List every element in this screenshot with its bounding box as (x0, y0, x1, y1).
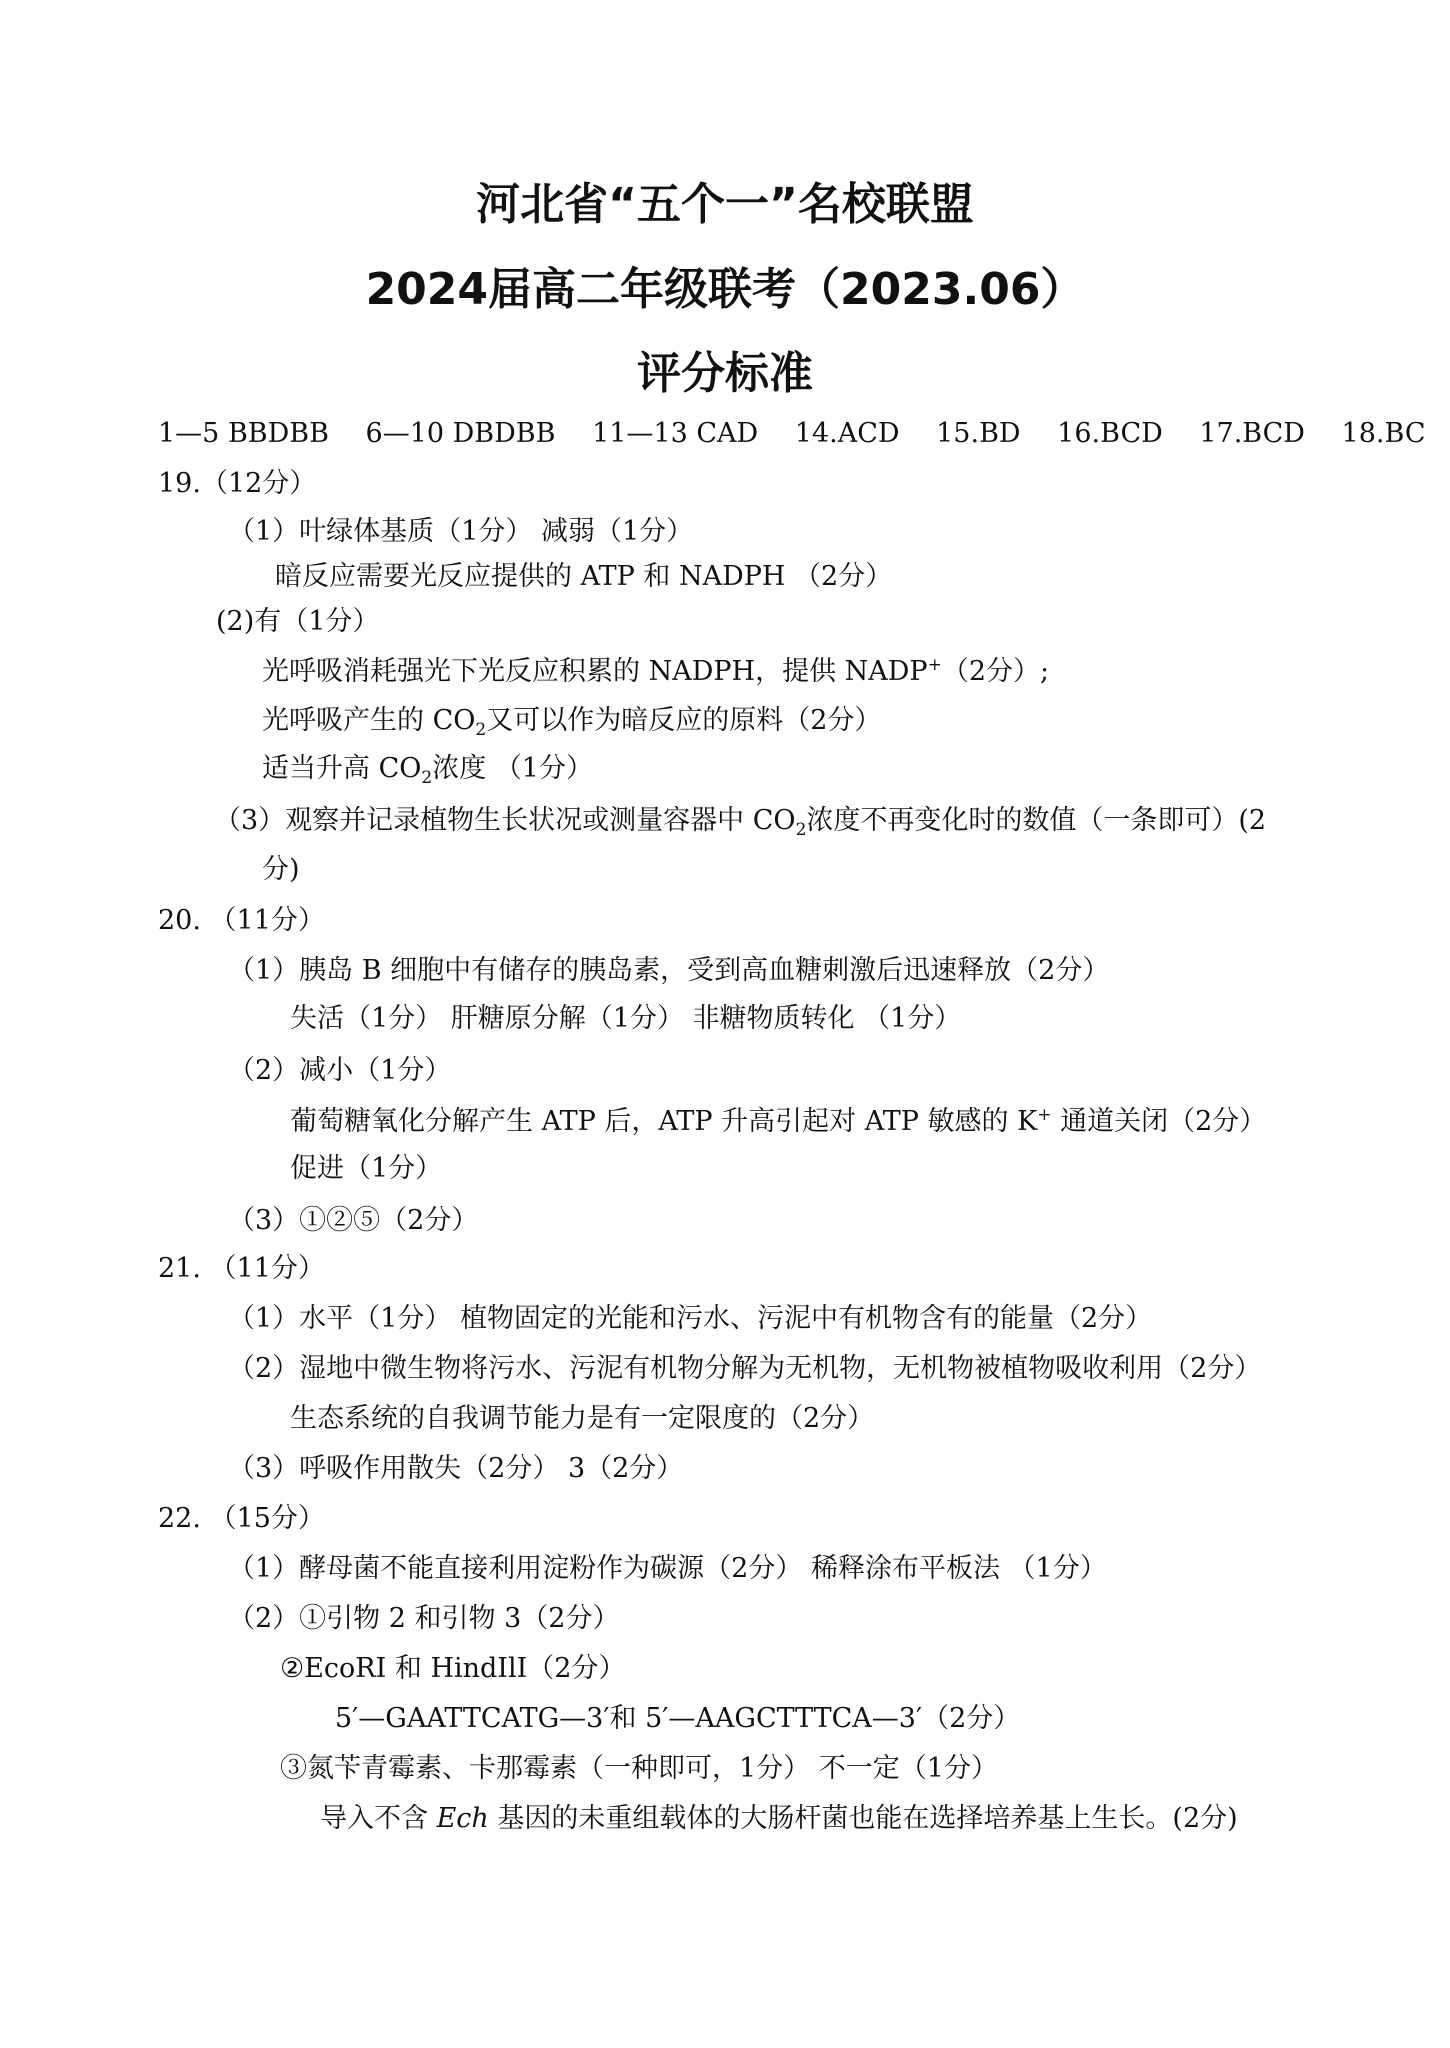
q19-part2-line2 (262, 657, 1049, 685)
q21-part2-line1: （2）湿地中微生物将污水、污泥有机物分解为无机物，无机物被植物吸收利用（2分） (228, 1353, 1262, 1384)
q19-part2-line3 (262, 707, 881, 739)
q19-part1-line1: （1）叶绿体基质（1分） 减弱（1分） (228, 516, 694, 547)
subscript: 2 (475, 720, 487, 740)
q20-part2-line2-rest: 通道关闭（2分） (1051, 1106, 1267, 1137)
q20-part2-line1: （2）减小（1分） (228, 1055, 452, 1086)
q19-part2-line2-text: 光呼吸消耗强光下光反应积累的 NADPH，提供 NADP (262, 656, 928, 687)
mc-answer-6-10: 6—10 DBDBB (365, 418, 556, 449)
q20-part1-line1: （1）胰岛 B 细胞中有储存的胰岛素，受到高血糖刺激后迅速释放（2分） (228, 955, 1110, 986)
q20-part1-line2: 失活（1分） 肝糖原分解（1分） 非糖物质转化 （1分） (290, 1003, 962, 1034)
q19-part3-line1 (214, 807, 1266, 839)
q20-part2-line3: 促进（1分） (290, 1153, 443, 1184)
q22-part1: （1）酵母菌不能直接利用淀粉作为碳源（2分） 稀释涂布平板法 （1分） (228, 1553, 1107, 1584)
q20-part3: （3）①②⑤（2分） (228, 1205, 479, 1236)
subscript: 2 (795, 820, 807, 840)
q19-part2-line4-text: 适当升高 CO (262, 753, 422, 784)
q19-part2-line4-rest: 浓度 （1分） (432, 753, 593, 784)
multiple-choice-answers (158, 420, 1450, 447)
q22-part2-line2: ②EcoRI 和 HindIlI（2分） (280, 1653, 626, 1684)
subscript: 2 (421, 768, 433, 788)
mc-answer-11-13: 11—13 CAD (592, 418, 759, 449)
q20-header: 20. （11分） (158, 905, 325, 936)
page-title-line-3: 评分标准 (637, 348, 813, 399)
q22-part2-line5 (320, 1805, 1238, 1832)
q19-part2-line2-score: （2分）; (941, 656, 1050, 687)
q19-part2-line3-rest: 又可以作为暗反应的原料（2分） (486, 705, 882, 736)
page-title-line-2: 2024届高二年级联考（2023.06） (365, 264, 1085, 315)
mc-answer-1-5: 1—5 BBDBB (158, 418, 329, 449)
q21-part3: （3）呼吸作用散失（2分） 3（2分） (228, 1453, 684, 1484)
q21-part2-line2: 生态系统的自我调节能力是有一定限度的（2分） (290, 1403, 875, 1434)
q19-part3-line1-text: （3）观察并记录植物生长状况或测量容器中 CO (214, 805, 796, 836)
q19-part2-line1: (2)有（1分） (216, 606, 380, 637)
mc-answer-14: 14.ACD (794, 418, 900, 449)
q19-part1-line2: 暗反应需要光反应提供的 ATP 和 NADPH （2分） (275, 561, 893, 592)
q19-part2-line3-text: 光呼吸产生的 CO (262, 705, 476, 736)
mc-answer-16: 16.BCD (1057, 418, 1163, 449)
mc-answer-18: 18.BC (1341, 418, 1426, 449)
page-title-line-1: 河北省“五个一”名校联盟 (476, 179, 974, 230)
q20-part2-line2 (290, 1107, 1266, 1135)
q21-header: 21. （11分） (158, 1253, 325, 1284)
gene-name: Ech (436, 1803, 489, 1834)
q19-header: 19.（12分） (158, 468, 317, 499)
q19-part3-line2: 分) (262, 854, 300, 885)
superscript: + (1037, 1105, 1052, 1125)
q22-header: 22. （15分） (158, 1503, 325, 1534)
superscript: + (927, 655, 942, 675)
q22-part2-line1: （2）①引物 2 和引物 3（2分） (228, 1603, 620, 1634)
q22-part2-line5-rest: 基因的未重组载体的大肠杆菌也能在选择培养基上生长。(2分) (488, 1803, 1238, 1834)
q22-part2-line5-text: 导入不含 (320, 1803, 437, 1834)
q21-part1: （1）水平（1分） 植物固定的光能和污水、污泥中有机物含有的能量（2分） (228, 1303, 1153, 1334)
q20-part2-line2-text: 葡萄糖氧化分解产生 ATP 后，ATP 升高引起对 ATP 敏感的 K (290, 1106, 1038, 1137)
q19-part3-line1-rest: 浓度不再变化时的数值（一条即可）(2 (806, 805, 1267, 836)
q19-part2-line4 (262, 755, 593, 787)
mc-answer-17: 17.BCD (1199, 418, 1305, 449)
q22-part2-line4: ③氮苄青霉素、卡那霉素（一种即可，1分） 不一定（1分） (280, 1753, 998, 1784)
q22-part2-line3: 5′—GAATTCATG—3′和 5′—AAGCTTTCA—3′（2分） (335, 1703, 1021, 1734)
mc-answer-15: 15.BD (936, 418, 1021, 449)
